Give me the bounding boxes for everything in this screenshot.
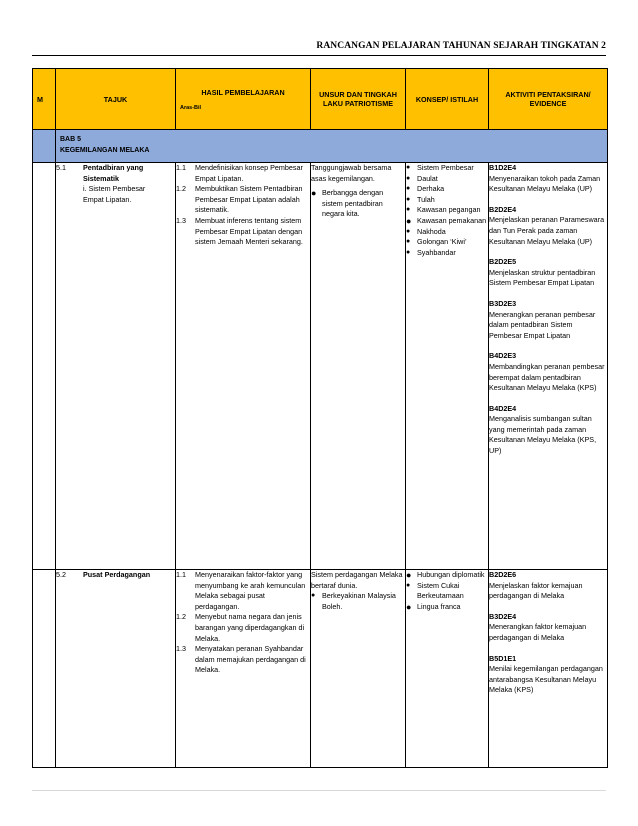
header-aktiviti: AKTIVITI PENTAKSIRAN/ EVIDENCE	[489, 69, 608, 130]
evidence-item: B2D2E6 Menjelaskan faktor kemajuan perdagangan di Melaka	[489, 570, 583, 601]
evidence-item: B4D2E3 Membandingkan peranan pembesar berempat dalam pentadbiran Kesultanan Melayu Melaka (KPS)	[489, 351, 605, 393]
hasil-cell	[176, 570, 311, 768]
evidence-item: B4D2E4 Menganalisis sumbangan sultan yang memerintah pada zaman Kesultanan Melayu Melaka (KPS, UP)	[489, 403, 597, 456]
evidence-item: B2D2E4 Menjelaskan peranan Parameswara dan Tun Perak pada zaman Kesultanan Melayu Melaka (UP)	[489, 204, 605, 246]
evidence-item: B2D2E5 Menjelaskan struktur pentadbiran Sistem Pembesar Empat Lipatan	[489, 257, 596, 288]
header-tajuk: TAJUK	[56, 69, 176, 130]
table-header-row	[33, 69, 608, 130]
row-m-cell	[33, 570, 56, 768]
hasil-item: 1.2 Menyebut nama negara dan jenis barangan yang diperdagangkan di Melaka.	[176, 612, 305, 643]
chapter-m-cell	[33, 130, 56, 163]
header-hasil-label: HASIL PEMBELAJARAN	[201, 87, 285, 97]
unsur-intro: Tanggungjawab bersama asas kegemilangan.	[311, 163, 392, 183]
hasil-item: 1.2 Membuktikan Sistem Pentadbiran Pembesar Empat Lipatan adalah sistematik.	[176, 184, 303, 215]
header-konsep: KONSEP/ ISTILAH	[406, 69, 489, 130]
unsur-intro: Sistem perdagangan Melaka bertaraf dunia.	[311, 570, 403, 590]
konsep-item: ● Sistem Cukai Berkeutamaan	[406, 580, 464, 601]
table-row	[33, 163, 608, 570]
hasil-item: 1.3 Membuat inferens tentang sistem Pembesar Empat Lipatan dengan sistem Jemaah Menteri sekarang.	[176, 215, 303, 247]
tajuk-cell	[56, 163, 176, 570]
chapter-row	[33, 130, 608, 163]
topic-title: Pentadbiran yang Sistematik	[83, 163, 144, 183]
topic-subtitle: i. Sistem Pembesar Empat Lipatan.	[83, 184, 146, 204]
unsur-bullet: ● Berkeyakinan Malaysia Boleh.	[311, 591, 396, 611]
row-m-cell	[33, 163, 56, 570]
chapter-name: KEGEMILANGAN MELAKA	[60, 147, 150, 154]
hasil-item: 1.1 Menyenaraikan faktor-faktor yang menyumbang ke arah kemunculan Melaka sebagai pusat perdagangan.	[176, 570, 306, 611]
konsep-item: ● Kawasan pemakanan	[406, 215, 487, 226]
hasil-item: 1.3 Menyatakan peranan Syahbandar dalam memajukan perdagangan di Melaka.	[176, 644, 306, 675]
topic-number: 5.2	[56, 570, 66, 579]
evidence-item: B1D2E4 Menyenaraikan tokoh pada Zaman Kesultanan Melayu Melaka (UP)	[489, 163, 601, 194]
konsep-item: ● Kawasan pegangan	[406, 205, 481, 215]
konsep-item: ● Nakhoda	[406, 226, 446, 236]
chapter-title	[56, 130, 608, 163]
tajuk-cell	[56, 570, 176, 768]
chapter-number: BAB 5	[60, 136, 82, 143]
evidence-item: B3D2E4 Menerangkan faktor kemajuan perdagangan di Melaka	[489, 611, 587, 642]
header-hasil	[176, 69, 311, 130]
unsur-bullet: ● Berbangga dengan sistem pentadbiran negara kita.	[311, 188, 384, 219]
header-divider	[32, 55, 606, 56]
konsep-item: ● Sistem Pembesar	[406, 163, 474, 172]
evidence-item: B3D2E3 Menerangkan peranan pembesar dalam pentadbiran Sistem Pembesar Empat Lipatan	[489, 298, 596, 340]
lesson-plan-table	[32, 68, 608, 768]
evidence-cell	[489, 570, 608, 768]
konsep-item: ● Daulat	[406, 173, 438, 183]
evidence-item: B5D1E1 Menilai kegemilangan perdagangan antarabangsa Kesultanan Melayu Melaka (KPS)	[489, 653, 603, 695]
konsep-cell	[406, 570, 489, 768]
hasil-cell	[176, 163, 311, 570]
header-m: M	[33, 69, 56, 130]
konsep-item: ● Syahbandar	[406, 247, 456, 257]
konsep-item: ● Tulah	[406, 194, 435, 204]
table-row	[33, 570, 608, 768]
page-header-title: RANCANGAN PELAJARAN TAHUNAN SEJARAH TINGKATAN 2	[316, 41, 606, 51]
hasil-item: 1.1 Mendefinisikan konsep Pembesar Empat Lipatan.	[176, 163, 303, 183]
header-unsur: UNSUR DAN TINGKAH LAKU PATRIOTISME	[311, 69, 406, 130]
unsur-cell	[311, 570, 406, 768]
konsep-item: ● Golongan ‘Kiwi’	[406, 237, 467, 247]
konsep-item: ● Lingua franca	[406, 601, 461, 612]
konsep-cell	[406, 163, 489, 570]
topic-title: Pusat Perdagangan	[83, 570, 151, 579]
konsep-item: ● Hubungan diplomatik	[406, 570, 485, 580]
topic-number: 5.1	[56, 163, 66, 172]
unsur-cell	[311, 163, 406, 570]
header-aras-label: Aras-Bil	[180, 104, 202, 111]
konsep-item: ● Derhaka	[406, 184, 445, 194]
evidence-cell	[489, 163, 608, 570]
footer-divider	[32, 790, 606, 791]
